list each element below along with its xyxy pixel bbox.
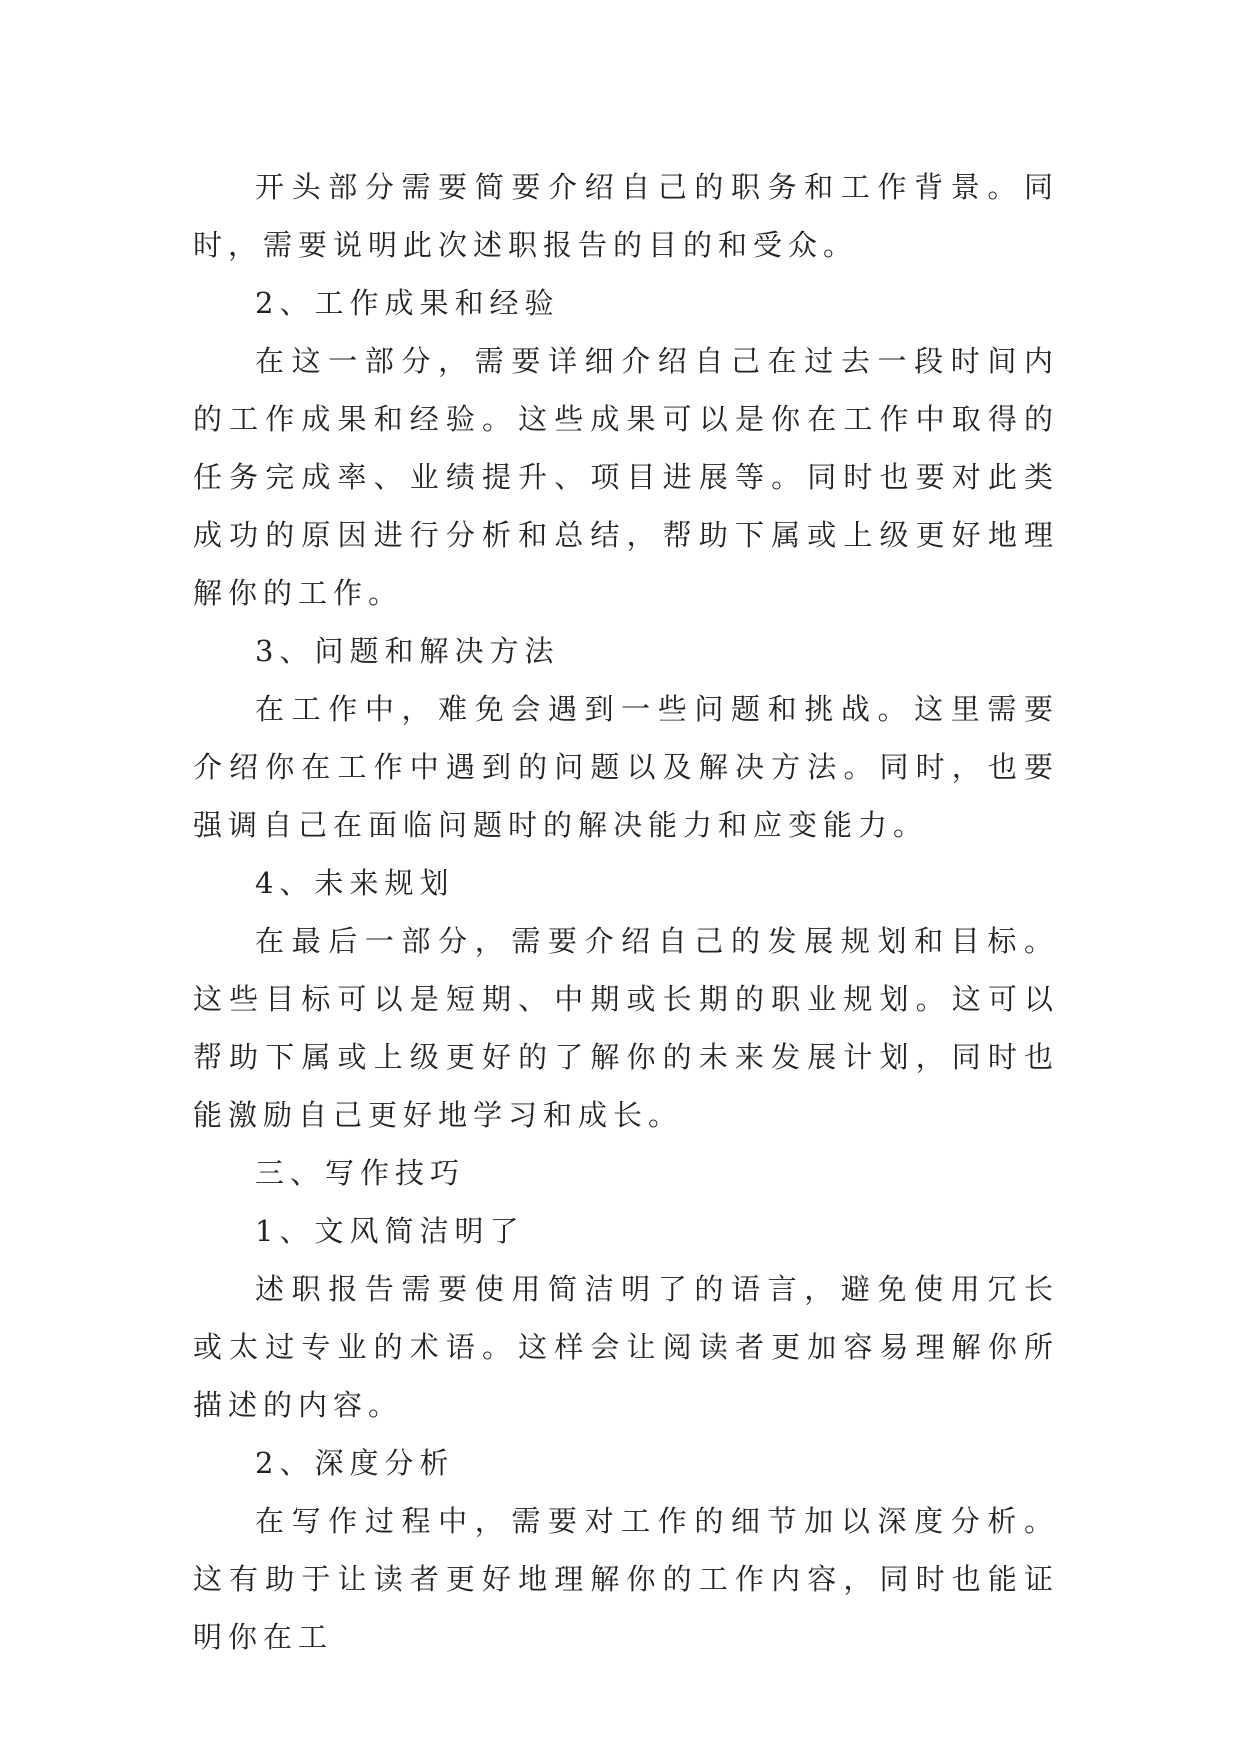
section-heading-problems: 3、问题和解决方法	[255, 634, 560, 668]
paragraph-problems: 在工作中，难免会遇到一些问题和挑战。这里需要介绍你在工作中遇到的问题以及解决方法。同时，也要强调自己在面临问题时的解决能力和应变能力。	[193, 692, 1059, 842]
paragraph-future-plan: 在最后一部分，需要介绍自己的发展规划和目标。这些目标可以是短期、中期或长期的职业规划。这可以帮助下属或上级更好的了解你的未来发展计划，同时也能激励自己更好地学习和成长。	[193, 924, 1059, 1132]
section-heading-concise-style: 1、文风简洁明了	[255, 1214, 525, 1248]
chapter-heading-writing-tips: 三、写作技巧	[255, 1156, 466, 1190]
paragraph-work-results: 在这一部分，需要详细介绍自己在过去一段时间内的工作成果和经验。这些成果可以是你在工作中取得的任务完成率、业绩提升、项目进展等。同时也要对此类成功的原因进行分析和总结，帮助下属或上级更好地理解你的工作。	[193, 344, 1059, 610]
paragraph-deep-analysis: 在写作过程中，需要对工作的细节加以深度分析。这有助于让读者更好地理解你的工作内容，同时也能证明你在工	[193, 1504, 1059, 1654]
section-heading-future-plan: 4、未来规划	[255, 866, 455, 900]
paragraph-concise-style: 述职报告需要使用简洁明了的语言，避免使用冗长或太过专业的术语。这样会让阅读者更加容易理解你所描述的内容。	[193, 1272, 1059, 1422]
paragraph-intro: 开头部分需要简要介绍自己的职务和工作背景。同时，需要说明此次述职报告的目的和受众。	[193, 170, 1059, 262]
section-heading-work-results: 2、工作成果和经验	[255, 286, 560, 320]
document-body	[193, 158, 1059, 1666]
section-heading-deep-analysis: 2、深度分析	[255, 1446, 455, 1480]
